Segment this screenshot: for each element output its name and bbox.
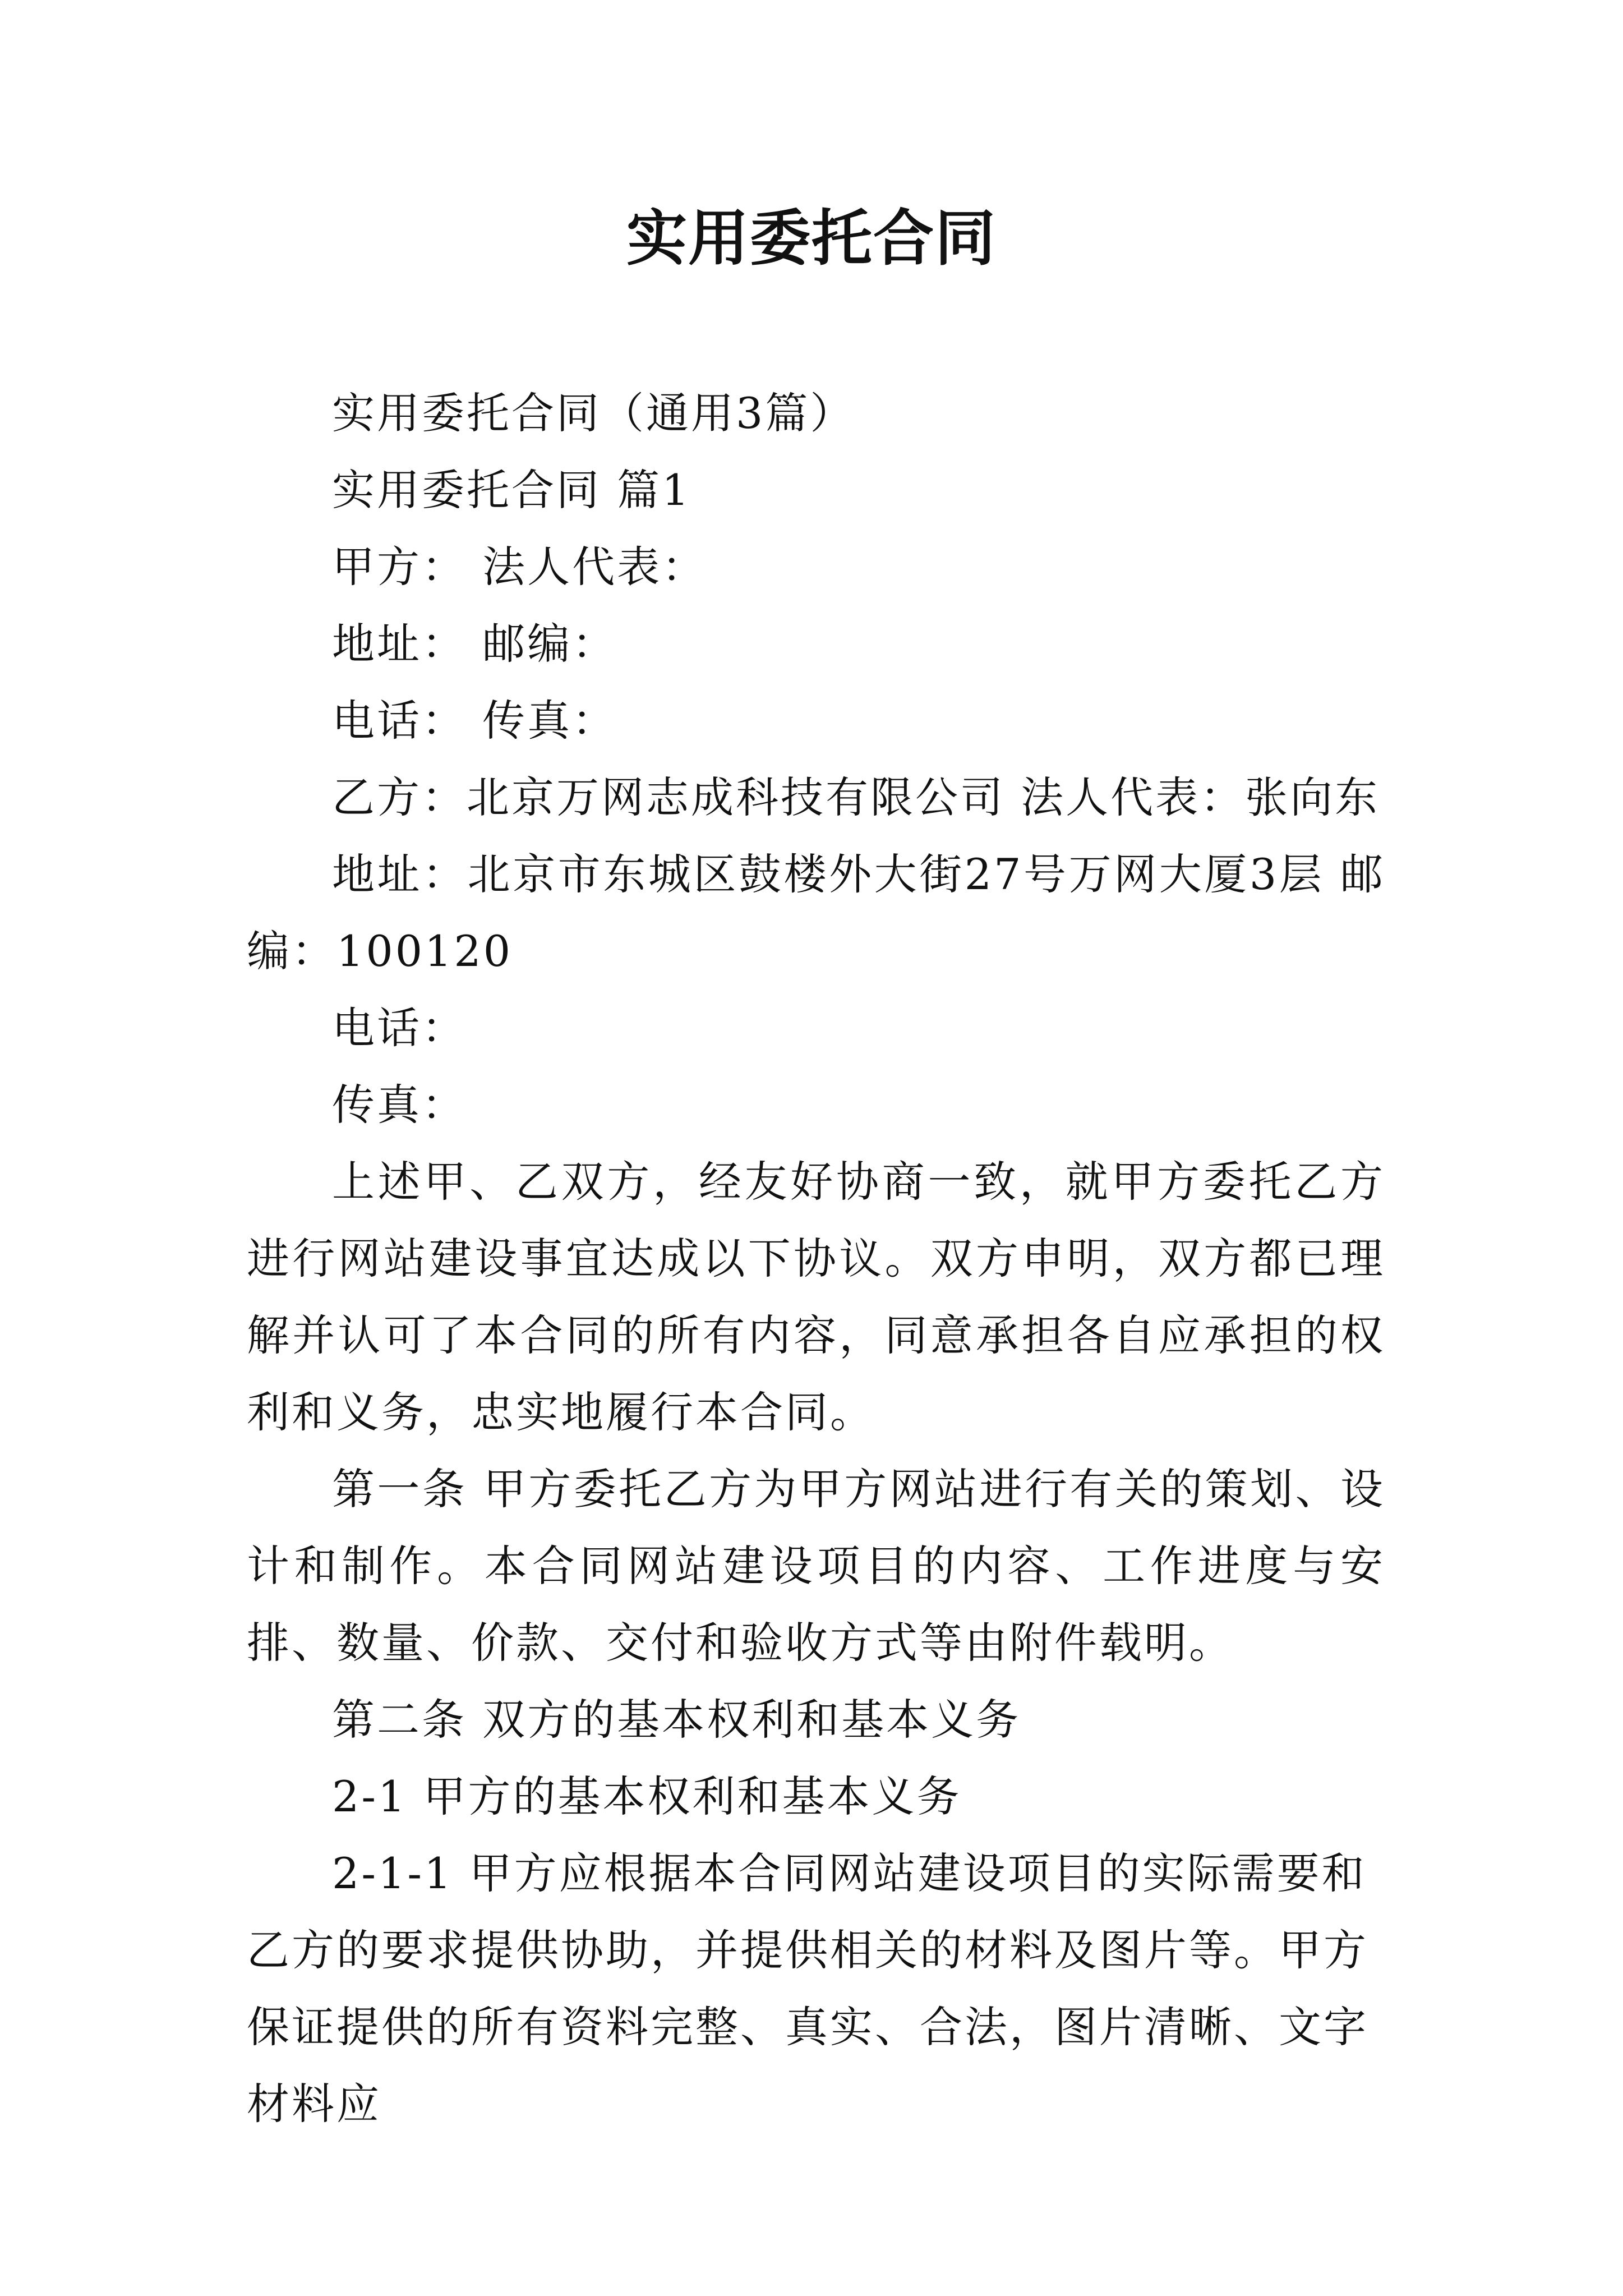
preamble-paragraph: 上述甲、乙双方，经友好协商一致，就甲方委托乙方进行网站建设事宜达成以下协议。双方申明，双方都已理解并认可了本合同的所有内容，同意承担各自应承担的权利和义务，忠实地履行本合同。 (247, 1157, 1385, 1437)
party-b-phone-line: 电话： (332, 1003, 467, 1053)
clause-2-1-heading: 2-1 甲方的基本权利和基本义务 (332, 1772, 962, 1821)
clause-2-1-1-paragraph: 2-1-1 甲方应根据本合同网站建设项目的实际需要和乙方的要求提供协助，并提供相关的材料及图片等。甲方保证提供的所有资料完整、真实、合法，图片清晰、文字材料应 (247, 1848, 1368, 2129)
party-a-phone-line: 电话： 传真： (332, 696, 617, 746)
party-b-address-line: 地址：北京市东城区鼓楼外大街27号万网大厦3层 邮编：100120 (247, 849, 1385, 976)
subtitle-paragraph: 实用委托合同（通用3篇） (332, 388, 855, 438)
party-b-fax-line: 传真： (332, 1080, 467, 1130)
article-two-heading: 第二条 双方的基本权利和基本义务 (332, 1695, 1021, 1745)
document-title: 实用委托合同 (626, 203, 997, 274)
party-a-line: 甲方： 法人代表： (332, 542, 707, 592)
document-body (247, 375, 1385, 2142)
article-one-paragraph: 第一条 甲方委托乙方为甲方网站进行有关的策划、设计和制作。本合同网站建设项目的内容、工作进度与安排、数量、价款、交付和验收方式等由附件载明。 (247, 1464, 1385, 1668)
party-a-address-line: 地址： 邮编： (332, 619, 617, 669)
section-heading: 实用委托合同 篇1 (332, 465, 691, 515)
party-b-line: 乙方：北京万网志成科技有限公司 法人代表：张向东 (332, 772, 1380, 822)
